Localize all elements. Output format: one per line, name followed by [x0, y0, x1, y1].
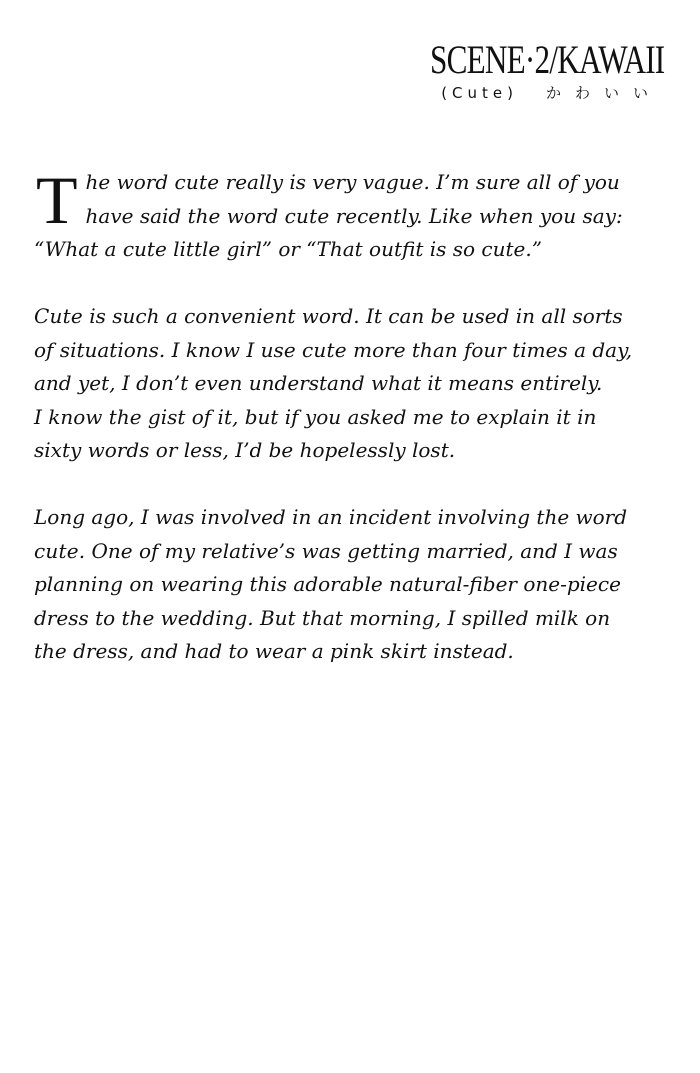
emphasis-cute: cute [284, 203, 330, 228]
text-run: recently. Like when you say: [329, 203, 623, 228]
paragraph-3 [34, 501, 654, 669]
paragraph-1-line-1 [34, 166, 654, 200]
emphasis-cute: cute [174, 170, 220, 194]
paragraph-2-line-1 [34, 300, 654, 334]
emphasis-cute: Cute [34, 304, 83, 328]
paragraph-3-line-4: dress to the wedding. But that morning, I spilled milk on [34, 605, 611, 630]
paragraph-2-line-3: and yet, I don’t even understand what it means entirely. [34, 371, 603, 395]
text-run: more than four times a day, [346, 337, 633, 362]
emphasis-cute: cute [34, 538, 79, 563]
text-run: of situations. I know I use [34, 337, 303, 362]
paragraph-2-line-5: sixty words or less, I’d be hopelessly lost. [34, 438, 456, 462]
subtitle-japanese: かわいい [545, 84, 662, 102]
paragraph-2-line-4: I know the gist of it, but if you asked me to explain it in [34, 404, 597, 429]
text-run: he word [85, 170, 175, 194]
paragraph-3-line-2 [34, 535, 654, 569]
scene-header [364, 38, 664, 102]
emphasis-cute: cute [302, 337, 347, 362]
text-run: have said the word [85, 203, 285, 228]
paragraph-2 [34, 300, 654, 468]
paragraph-3-line-3: planning on wearing this adorable natural-fiber one-piece [34, 572, 621, 596]
paragraph-1-line-2 [34, 200, 654, 234]
text-run: is such a convenient word. It can be used in all sorts [82, 304, 623, 328]
essay-body [34, 162, 654, 702]
scene-title: SCENE·2/KAWAII [430, 37, 665, 82]
paragraph-1-line-3: “What a cute little girl” or “That outfit is so cute.” [34, 237, 542, 261]
paragraph-1 [34, 162, 654, 267]
text-run: . One of my relative’s was getting married, and I was [78, 538, 618, 563]
text-run: really is very vague. I’m sure all of you [219, 170, 620, 194]
paragraph-3-line-1: Long ago, I was involved in an incident involving the word [34, 505, 628, 529]
paragraph-2-line-2 [34, 334, 654, 368]
subtitle-english: (Cute) [441, 84, 518, 102]
paragraph-3-line-5: the dress, and had to wear a pink skirt instead. [34, 639, 514, 663]
drop-cap: T [36, 162, 78, 238]
scene-subtitle [364, 84, 664, 102]
